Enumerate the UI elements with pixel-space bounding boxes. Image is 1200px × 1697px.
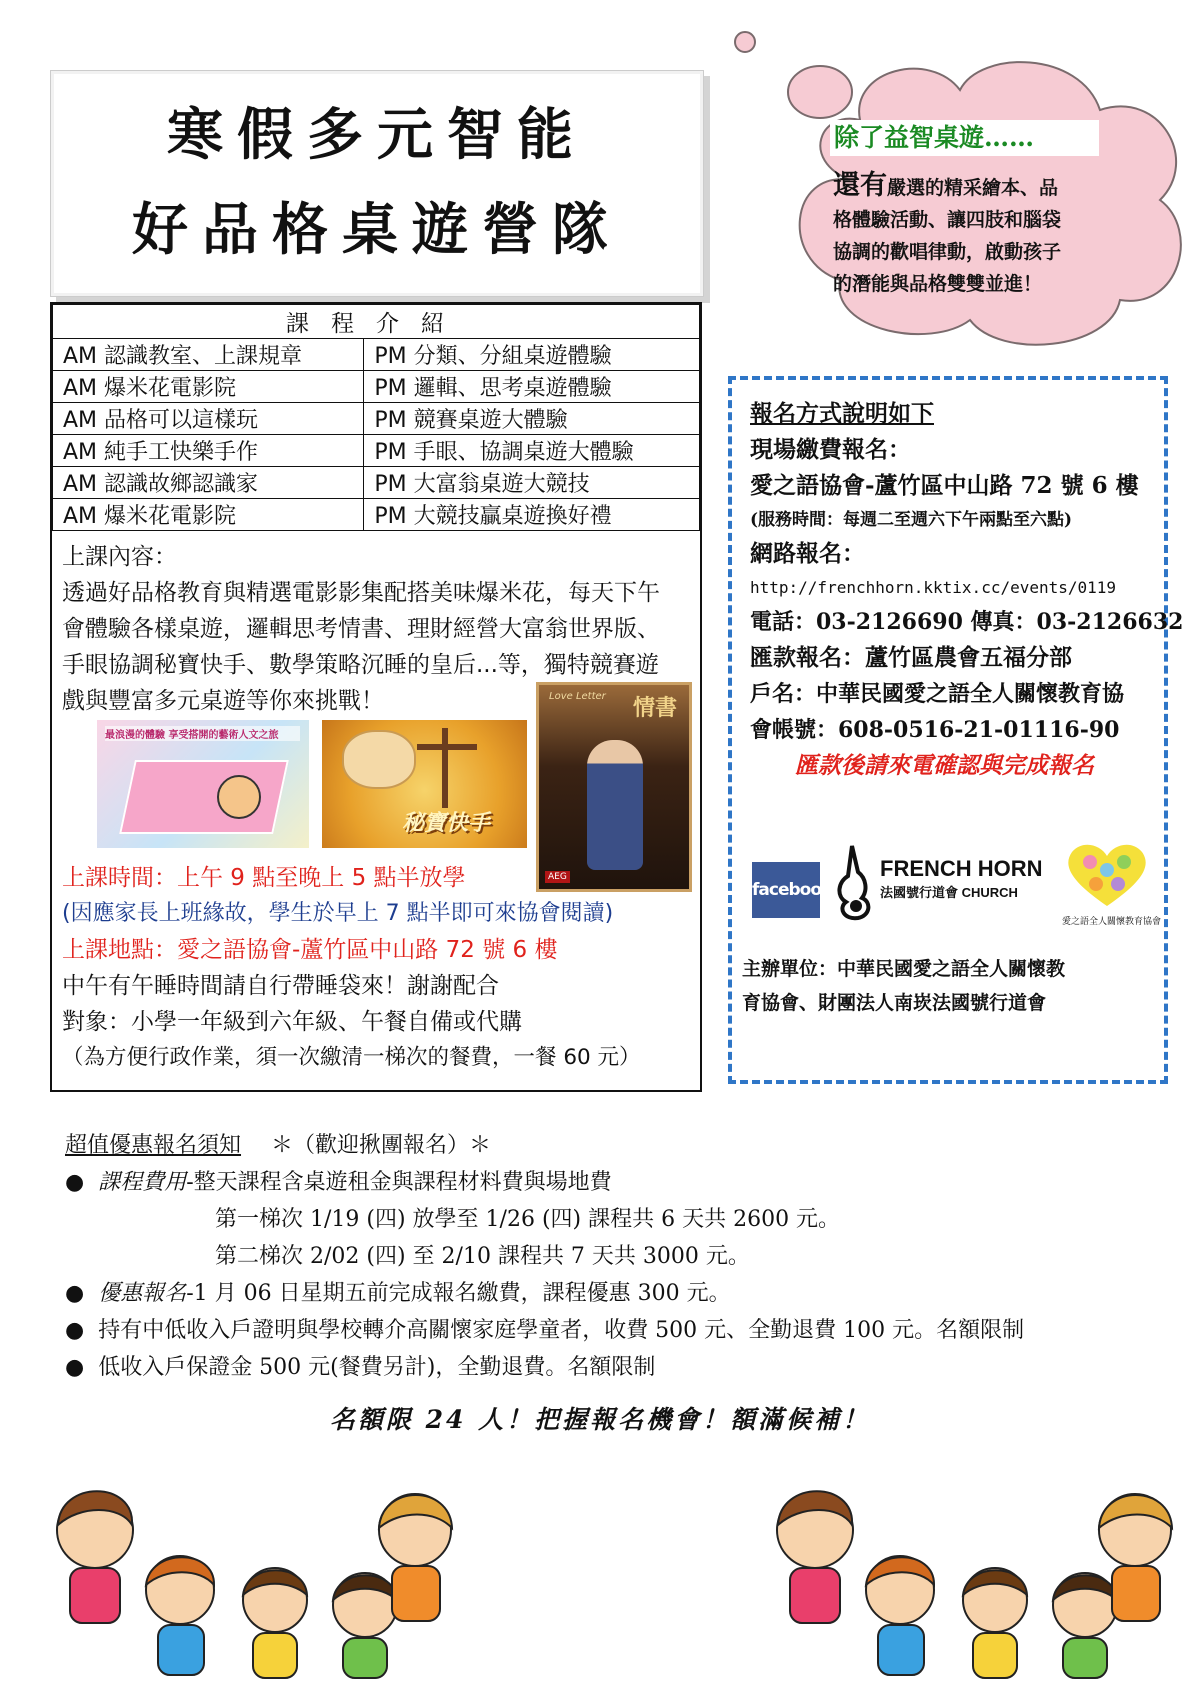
french-horn-church: 法國號行道會 CHURCH — [880, 885, 1018, 900]
facebook-logo[interactable]: facebook — [752, 862, 820, 918]
table-cell-am: AM 爆米花電影院 — [53, 371, 364, 403]
early-label: 優惠報名 — [98, 1281, 187, 1306]
title-line-1: 寒假多元智能 — [167, 102, 587, 168]
organizer — [742, 952, 1162, 1020]
game3-title: 情書 — [632, 696, 677, 721]
table-row — [53, 435, 700, 467]
table-cell-pm: PM 邏輯、思考桌遊體驗 — [364, 371, 700, 403]
game-image-treasure — [322, 720, 527, 848]
title-line-2: 好品格桌遊營隊 — [132, 197, 622, 263]
service-hours: (服務時間：每週二至週六下午兩點至六點) — [750, 510, 1073, 530]
onsite-label: 現場繳費報名： — [750, 436, 911, 463]
table-cell-am: AM 爆米花電影院 — [53, 499, 364, 531]
content-label: 上課內容： — [62, 544, 177, 570]
game2-title: 秘寶快手 — [402, 811, 491, 836]
title-box — [50, 70, 704, 297]
cloud-text-1: 嚴選的精采繪本、品 — [887, 177, 1059, 199]
registration-info — [750, 396, 1184, 784]
course-table — [52, 304, 700, 531]
love-association-name: 愛之語全人關懷教育協會 — [1062, 917, 1162, 927]
love-association-logo — [1062, 840, 1162, 927]
french-horn-name: FRENCH HORN — [880, 856, 1043, 881]
bank-transfer: 匯款報名：蘆竹區農會五福分部 — [750, 644, 1072, 671]
low-income-note: 持有中低收入戶證明與學校轉介高關懷家庭學童者，收費 500 元、全勤退費 100 元。名額限制 — [98, 1318, 1025, 1343]
batch-1: 第一梯次 1/19 (四) 放學至 1/26 (四) 課程共 6 天共 2600 元。 — [215, 1207, 841, 1232]
cloud-text — [833, 170, 1123, 300]
cartoon-kids-right-illustration — [760, 1470, 1180, 1680]
registration-link[interactable]: http://frenchhorn.kktix.cc/events/0119 — [750, 578, 1117, 597]
french-horn-icon — [832, 842, 872, 922]
game-box-shape — [119, 760, 289, 834]
bullet-icon: ● — [65, 1170, 99, 1195]
cartoon-face-shape — [217, 775, 261, 819]
table-cell-pm: PM 手眼、協調桌遊大體驗 — [364, 435, 700, 467]
onsite-address: 愛之語協會-蘆竹區中山路 72 號 6 樓 — [750, 472, 1139, 499]
cartoon-kids-left-illustration — [40, 1470, 460, 1680]
organizer-line-1: 主辦單位：中華民國愛之語全人關懷教 — [742, 958, 1066, 980]
table-row — [53, 403, 700, 435]
table-row — [53, 499, 700, 531]
slogan: 名額限 24 人！把握報名機會！額滿候補！ — [329, 1405, 871, 1434]
nap-note: 中午有午睡時間請自行帶睡袋來！謝謝配合 — [62, 973, 499, 999]
bullet-icon: ● — [65, 1355, 99, 1380]
heart-icon — [1062, 840, 1152, 910]
game3-subtitle: Love Letter — [549, 691, 606, 702]
offer-heading: 超值優惠報名須知 — [65, 1133, 242, 1158]
batch-2: 第二梯次 2/02 (四) 至 2/10 課程共 7 天共 3000 元。 — [215, 1244, 750, 1269]
table-cell-am: AM 品格可以這樣玩 — [53, 403, 364, 435]
bullet-icon: ● — [65, 1281, 99, 1306]
content-line-1: 透過好品格教育與精選電影影集配搭美味爆米花，每天下午 — [62, 580, 660, 606]
cross-bar-shape — [417, 744, 477, 750]
bread-shape — [342, 730, 416, 789]
cloud-text-3: 協調的歡唱律動，啟動孩子 — [833, 241, 1062, 263]
registration-heading: 報名方式說明如下 — [750, 400, 934, 427]
bullet-icon: ● — [65, 1318, 99, 1343]
table-cell-pm: PM 大競技贏桌遊換好禮 — [364, 499, 700, 531]
cloud-heading: 除了益智桌遊…… — [830, 120, 1099, 156]
class-place: 上課地點：愛之語協會-蘆竹區中山路 72 號 6 樓 — [62, 937, 558, 963]
french-horn-logo — [880, 856, 1043, 901]
account-name-1: 戶名：中華民國愛之語全人關懷教育協 — [750, 681, 1125, 707]
course-table-header: 課程介紹 — [53, 305, 700, 339]
table-row — [53, 371, 700, 403]
table-cell-am: AM 認識故鄉認識家 — [53, 467, 364, 499]
table-cell-pm: PM 大富翁桌遊大競技 — [364, 467, 700, 499]
offer-welcome: ＊（歡迎揪團報名）＊ — [271, 1133, 492, 1158]
content-line-3: 手眼協調秘寶快手、數學策略沉睡的皇后...等，獨特競賽遊 — [62, 652, 659, 678]
deposit-note: 低收入戶保證金 500 元(餐費另計)，全勤退費。名額限制 — [98, 1355, 656, 1380]
class-time-note: (因應家長上班緣故，學生於早上 7 點半即可來協會閱讀) — [62, 901, 614, 926]
phone-fax: 電話：03-2126690 傳真：03-2126632 — [750, 609, 1184, 635]
table-cell-pm: PM 競賽桌遊大體驗 — [364, 403, 700, 435]
meal-note: （為方便行政作業，須一次繳清一梯次的餐費，一餐 60 元） — [62, 1045, 641, 1070]
class-time: 上課時間：上午 9 點至晚上 5 點半放學 — [62, 865, 466, 891]
table-row — [53, 467, 700, 499]
account-name-2: 會帳號：608-0516-21-01116-90 — [750, 717, 1120, 743]
early-text: -1 月 06 日星期五前完成報名繳費，課程優惠 300 元。 — [186, 1281, 731, 1306]
offer-section — [65, 1127, 1165, 1386]
table-row — [53, 339, 700, 371]
table-cell-am: AM 純手工快樂手作 — [53, 435, 364, 467]
cloud-lead: 還有 — [833, 170, 887, 201]
game1-caption: 最浪漫的體驗 享受搭開的藝術人文之旅 — [105, 726, 300, 741]
table-cell-pm: PM 分類、分組桌遊體驗 — [364, 339, 700, 371]
cloud-text-2: 格體驗活動、讓四肢和腦袋 — [833, 209, 1062, 231]
cloud-text-4: 的潛能與品格雙雙並進！ — [833, 273, 1043, 295]
content-line-2: 會體驗各樣桌遊，邏輯思考情書、理財經營大富翁世界版、 — [62, 616, 660, 642]
course-details — [62, 860, 702, 1076]
target-audience: 對象：小學一年級到六年級、午餐自備或代購 — [62, 1009, 522, 1035]
game-image-world-monopoly — [97, 720, 309, 848]
confirm-note: 匯款後請來電確認與完成報名 — [795, 752, 1094, 779]
fee-text: -整天課程含桌遊租金與課程材料費與場地費 — [186, 1170, 612, 1195]
game3-brand: AEG — [545, 871, 570, 883]
organizer-line-2: 育協會、財團法人南崁法國號行道會 — [742, 992, 1047, 1014]
lady-figure-shape — [587, 740, 643, 870]
cross-shape — [442, 728, 448, 808]
registration-box — [728, 376, 1184, 1084]
content-line-4: 戲與豐富多元桌遊等你來挑戰！ — [62, 688, 384, 714]
online-label: 網路報名： — [750, 540, 865, 567]
fee-label: 課程費用 — [98, 1170, 187, 1195]
table-cell-am: AM 認識教室、上課規章 — [53, 339, 364, 371]
